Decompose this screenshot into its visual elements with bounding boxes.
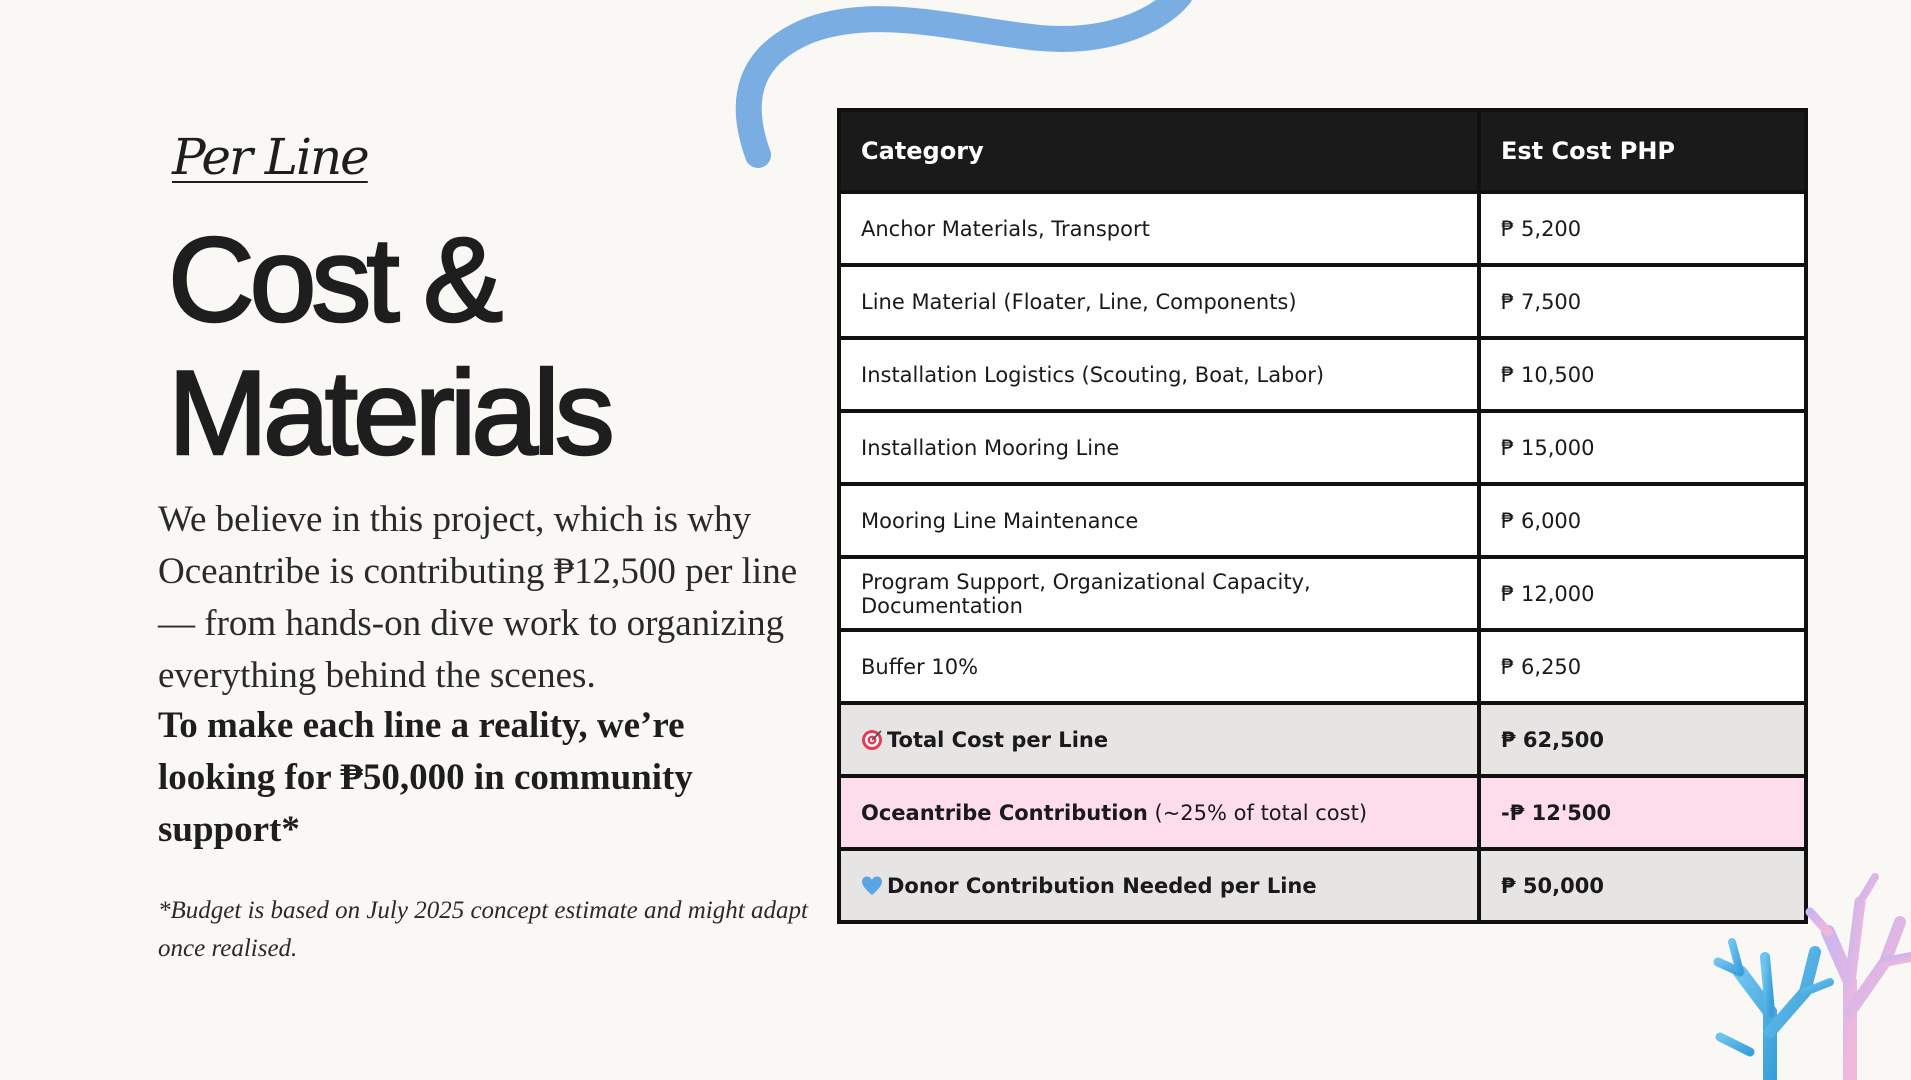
row-cost: ₱ 15,000 — [1479, 411, 1806, 484]
header-cost: Est Cost PHP — [1479, 110, 1806, 192]
target-icon — [861, 729, 883, 751]
row-cost: ₱ 10,500 — [1479, 338, 1806, 411]
row-cost: ₱ 5,200 — [1479, 192, 1806, 265]
row-cost: ₱ 6,000 — [1479, 484, 1806, 557]
header-category: Category — [839, 110, 1479, 192]
title-line-1: Cost & — [168, 213, 499, 347]
cost-table — [837, 108, 1808, 924]
row-category: Buffer 10% — [839, 630, 1479, 703]
table-header-row — [839, 110, 1806, 192]
contribution-cost: -₱ 12'500 — [1479, 776, 1806, 849]
row-cost: ₱ 6,250 — [1479, 630, 1806, 703]
table-row — [839, 411, 1806, 484]
donor-label: Donor Contribution Needed per Line — [887, 873, 1317, 898]
contribution-note: (~25% of total cost) — [1154, 800, 1368, 825]
table-row — [839, 265, 1806, 338]
donor-cost: ₱ 50,000 — [1479, 849, 1806, 922]
page-title — [168, 214, 610, 480]
row-category: Line Material (Floater, Line, Components) — [839, 265, 1479, 338]
budget-footnote: *Budget is based on July 2025 concept estimate and might adapt once realised. — [158, 897, 808, 962]
donor-row — [839, 849, 1806, 922]
total-category-cell — [839, 703, 1479, 776]
row-category: Program Support, Organizational Capacity, Documentation — [839, 557, 1479, 630]
table-row — [839, 338, 1806, 411]
contribution-row — [839, 776, 1806, 849]
contribution-category-cell — [839, 776, 1479, 849]
row-cost: ₱ 7,500 — [1479, 265, 1806, 338]
call-to-action: To make each line a reality, we’re looking for ₱50,000 in community support* — [158, 705, 693, 850]
intro-paragraph: We believe in this project, which is why Oceantribe is contributing ₱12,500 per line — from hands-on dive work to organizing everything behind the scenes. — [158, 499, 798, 696]
table-row — [839, 557, 1806, 630]
kicker: Per Line — [172, 128, 368, 186]
donor-category-cell — [839, 849, 1479, 922]
table-row — [839, 484, 1806, 557]
total-label: Total Cost per Line — [887, 727, 1109, 752]
row-category: Anchor Materials, Transport — [839, 192, 1479, 265]
row-category: Installation Logistics (Scouting, Boat, Labor) — [839, 338, 1479, 411]
title-line-2: Materials — [168, 346, 610, 480]
total-cost: ₱ 62,500 — [1479, 703, 1806, 776]
contribution-label: Oceantribe Contribution — [861, 800, 1148, 825]
blue-heart-icon — [861, 875, 883, 897]
table-row — [839, 192, 1806, 265]
row-cost: ₱ 12,000 — [1479, 557, 1806, 630]
total-row — [839, 703, 1806, 776]
row-category: Mooring Line Maintenance — [839, 484, 1479, 557]
table-row — [839, 630, 1806, 703]
row-category: Installation Mooring Line — [839, 411, 1479, 484]
